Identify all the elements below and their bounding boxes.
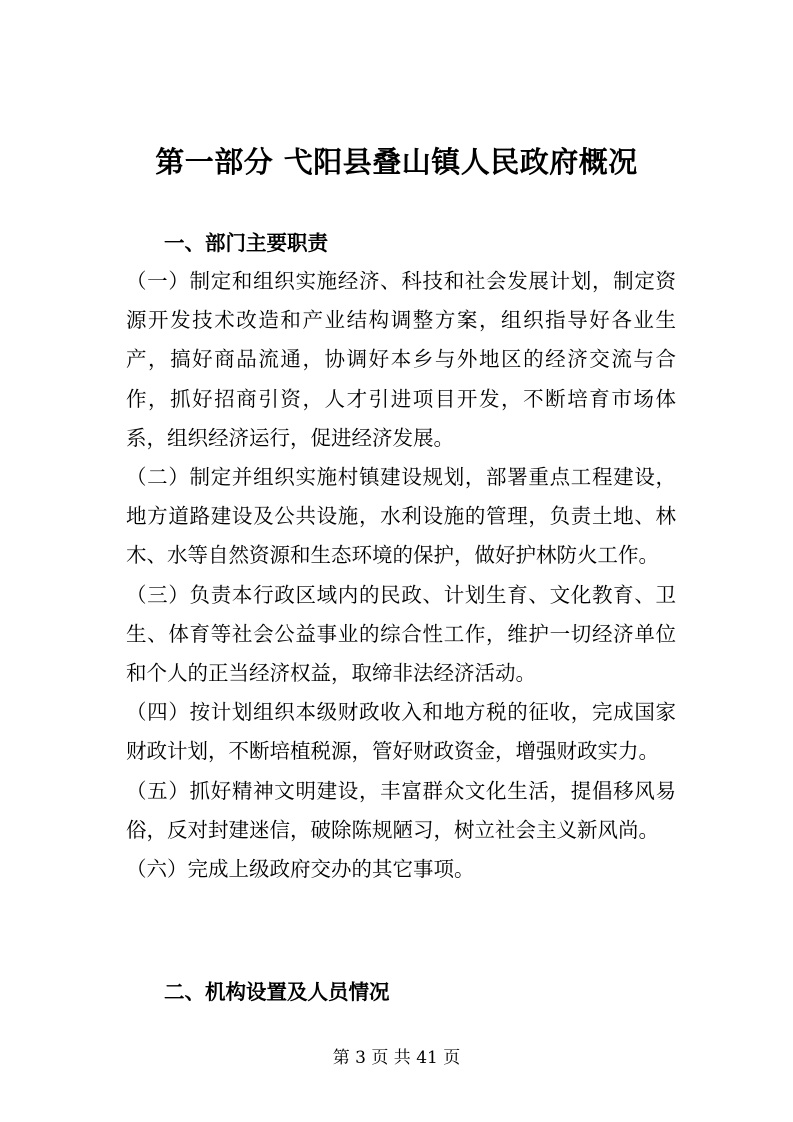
duties-list xyxy=(126,262,676,889)
duty-item-2: （二）制定并组织实施村镇建设规划，部署重点工程建设，地方道路建设及公共设施，水利设施的管理，负责土地、林木、水等自然资源和生态环境的保护，做好护林防火工作。 xyxy=(126,465,676,568)
duty-item-4: （四）按计划组织本级财政收入和地方税的征收，完成国家财政计划，不断培植税源，管好财政资金，增强财政实力。 xyxy=(126,700,676,764)
duty-item-6: （六）完成上级政府交办的其它事项。 xyxy=(126,857,475,882)
page-number-footer: 第 3 页 共 41 页 xyxy=(332,1048,461,1068)
section-heading-organization: 二、机构设置及人员情况 xyxy=(164,980,390,1004)
section-heading-duties: 一、部门主要职责 xyxy=(164,231,328,255)
duty-item-1: （一）制定和组织实施经济、科技和社会发展计划，制定资源开发技术改造和产业结构调整方案，组织指导好各业生产，搞好商品流通，协调好本乡与外地区的经济交流与合作，抓好招商引资，人才引进项目开发，不断培育市场体系，组织经济运行，促进经济发展。 xyxy=(126,269,676,450)
duty-item-3: （三）负责本行政区域内的民政、计划生育、文化教育、卫生、体育等社会公益事业的综合性工作，维护一切经济单位和个人的正当经济权益，取缔非法经济活动。 xyxy=(126,582,676,686)
document-title: 第一部分 弋阳县叠山镇人民政府概况 xyxy=(155,145,638,179)
duty-item-5: （五）抓好精神文明建设，丰富群众文化生活，提倡移风易俗，反对封建迷信，破除陈规陋习，树立社会主义新风尚。 xyxy=(126,778,676,842)
